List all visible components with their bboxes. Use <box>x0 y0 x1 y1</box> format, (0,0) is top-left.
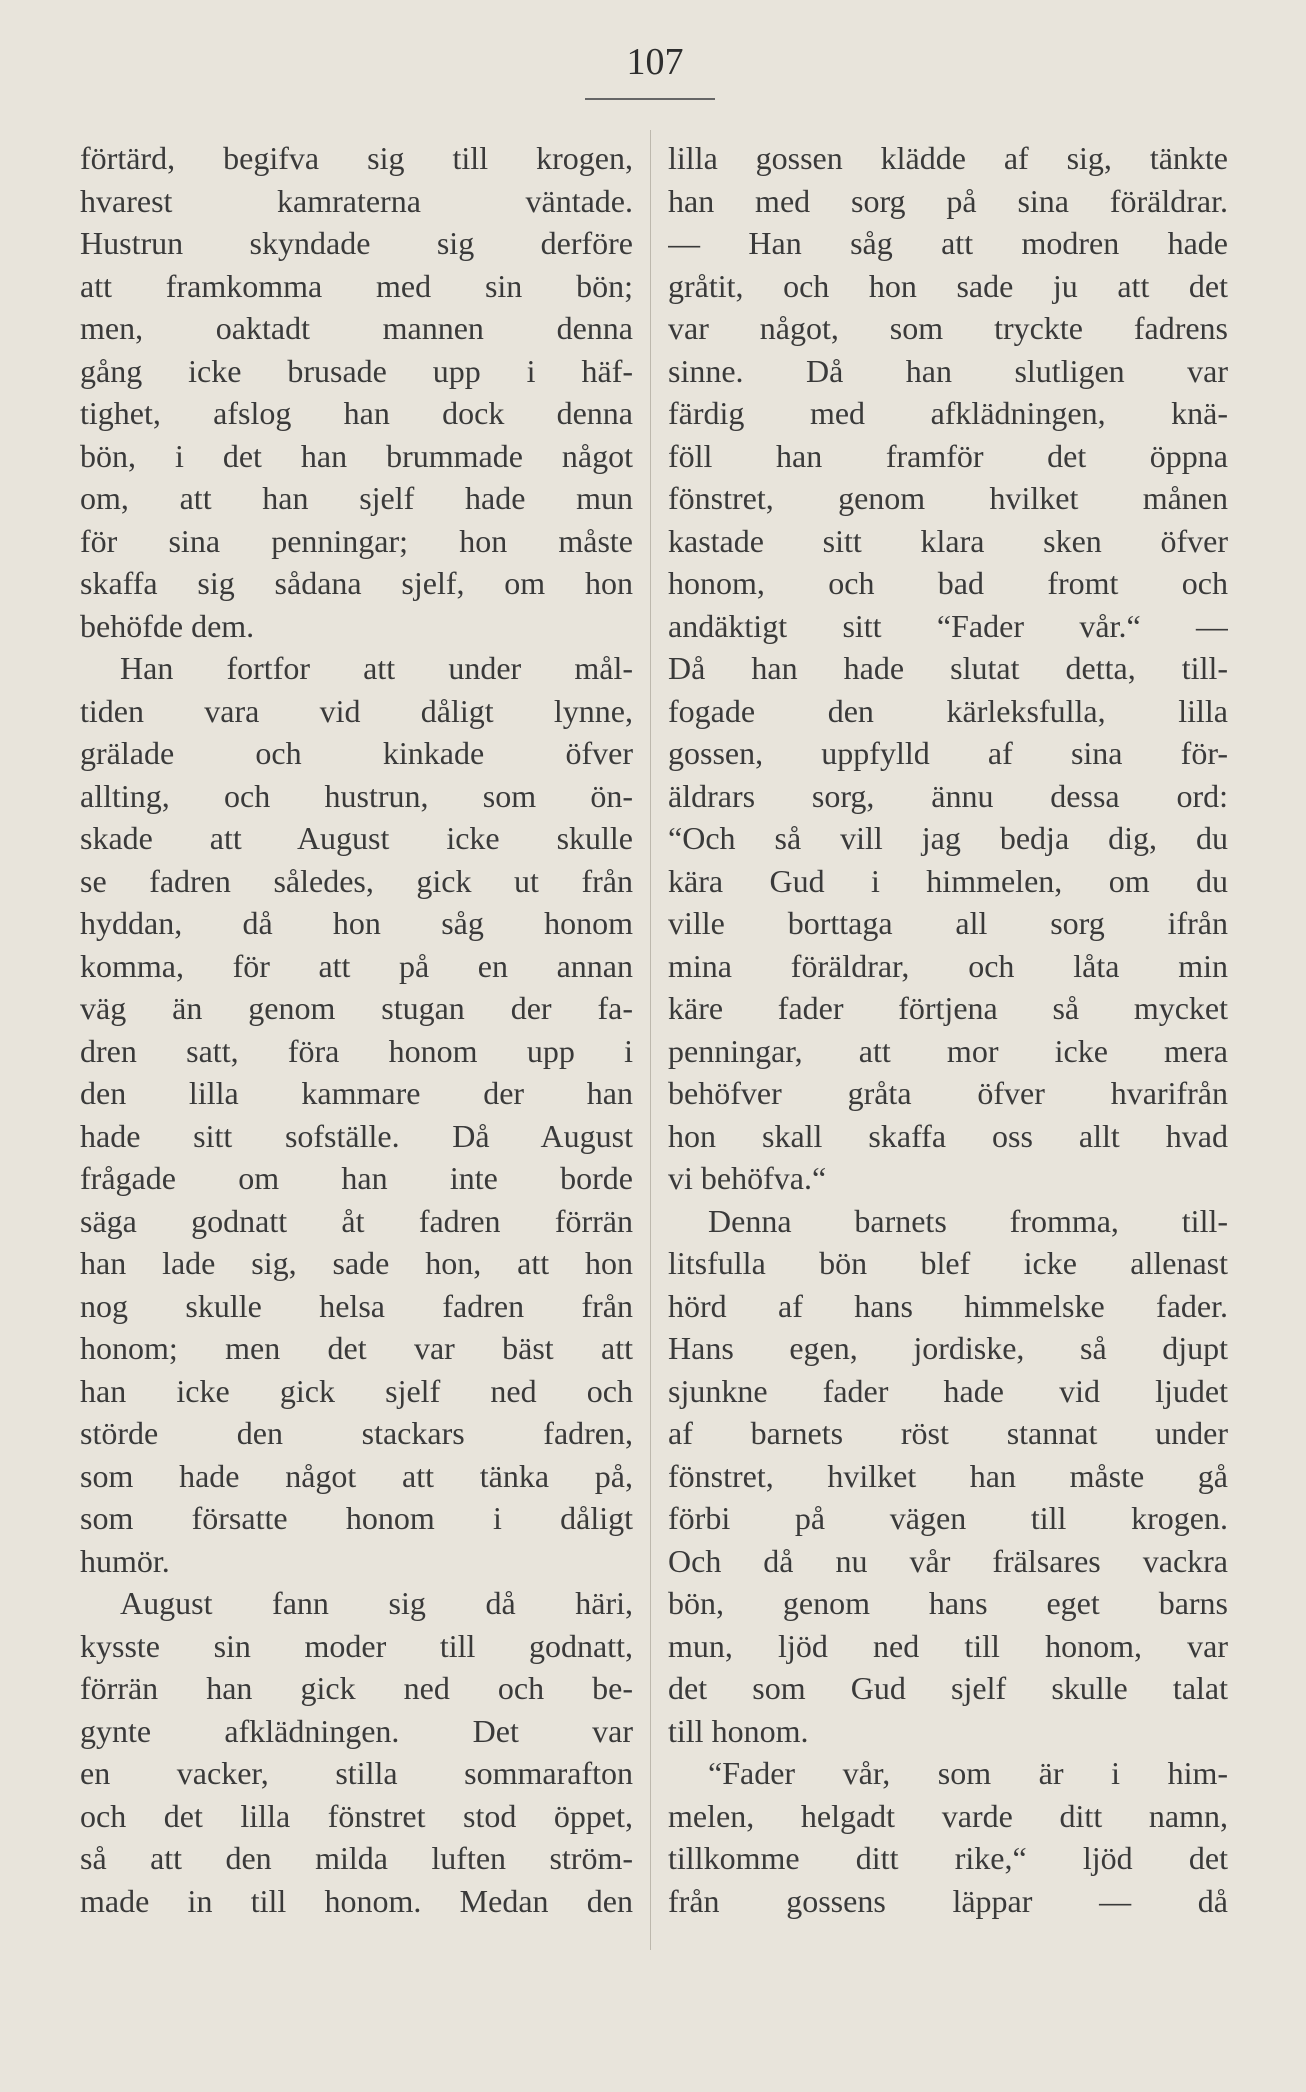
text-line: förtärd, begifva sig till krogen, <box>80 140 633 176</box>
text-line: färdig med afklädningen, knä- <box>668 395 1228 431</box>
text-line: men, oaktadt mannen denna <box>80 310 633 346</box>
text-line: gråtit, och hon sade ju att det <box>668 267 1228 304</box>
text-line: dren satt, föra honom upp i <box>80 1032 633 1069</box>
text-line: vi behöfva.“ <box>668 1160 827 1196</box>
text-line: grälade och kinkade öfver <box>80 735 633 771</box>
text-line: August fann sig då häri, <box>120 1585 633 1621</box>
left-column <box>80 137 633 1922</box>
text-line: bön, i det han brummade något <box>80 437 633 474</box>
text-line: äldrars sorg, ännu dessa ord: <box>668 777 1228 814</box>
text-line: han med sorg på sina föräldrar. <box>668 182 1228 219</box>
text-line: och det lilla fönstret stod öppet, <box>80 1797 633 1834</box>
text-line: det som Gud sjelf skulle talat <box>668 1670 1228 1706</box>
text-line: att framkomma med sin bön; <box>80 267 633 304</box>
text-line: säga godnatt åt fadren förrän <box>80 1202 633 1239</box>
text-line: skaffa sig sådana sjelf, om hon <box>80 565 633 601</box>
text-line: hvarest kamraterna väntade. <box>80 182 633 219</box>
text-line: skade att August icke skulle <box>80 820 633 856</box>
text-line: honom, och bad fromt och <box>668 565 1228 601</box>
text-line: hon skall skaffa oss allt hvad <box>668 1117 1228 1154</box>
text-line: som försatte honom i dåligt <box>80 1500 633 1536</box>
text-line: Då han hade slutat detta, till- <box>668 650 1228 686</box>
text-line: gång icke brusade upp i häf- <box>80 352 633 389</box>
text-line: komma, för att på en annan <box>80 947 633 984</box>
text-line: han lade sig, sade hon, att hon <box>80 1245 633 1281</box>
text-line: ville borttaga all sorg ifrån <box>668 905 1228 941</box>
text-line: kära Gud i himmelen, om du <box>668 862 1228 899</box>
text-line: sinne. Då han slutligen var <box>668 352 1228 389</box>
text-line: allting, och hustrun, som ön- <box>80 777 633 814</box>
text-line: tiden vara vid dåligt lynne, <box>80 692 633 729</box>
text-line: hörd af hans himmelske fader. <box>668 1287 1228 1324</box>
text-line: andäktigt sitt “Fader vår.“ — <box>668 607 1228 644</box>
text-line: föll han framför det öppna <box>668 437 1228 474</box>
text-line: made in till honom. Medan den <box>80 1882 633 1919</box>
text-line: gynte afklädningen. Det var <box>80 1712 633 1749</box>
text-line: fönstret, hvilket han måste gå <box>668 1457 1228 1494</box>
text-line: så att den milda luften ström- <box>80 1840 633 1876</box>
text-line: för sina penningar; hon måste <box>80 522 633 559</box>
text-line: litsfulla bön blef icke allenast <box>668 1245 1228 1281</box>
text-line: tillkomme ditt rike,“ ljöd det <box>668 1840 1228 1876</box>
text-line: hade sitt sofställe. Då August <box>80 1117 633 1154</box>
text-line: fogade den kärleksfulla, lilla <box>668 692 1228 729</box>
text-line: Han fortfor att under mål- <box>120 650 633 686</box>
column-divider <box>650 130 651 1950</box>
text-line: käre fader förtjena så mycket <box>668 990 1228 1026</box>
text-line: Denna barnets fromma, till- <box>708 1202 1228 1239</box>
text-line: var något, som tryckte fadrens <box>668 310 1228 346</box>
text-line: “Fader vår, som är i him- <box>708 1755 1228 1791</box>
text-line: humör. <box>80 1542 170 1579</box>
text-line: tighet, afslog han dock denna <box>80 395 633 431</box>
text-line: till honom. <box>668 1712 809 1749</box>
text-line: väg än genom stugan der fa- <box>80 990 633 1026</box>
text-line: fönstret, genom hvilket månen <box>668 480 1228 516</box>
text-line: mina föräldrar, och låta min <box>668 947 1228 984</box>
text-line: en vacker, stilla sommarafton <box>80 1755 633 1791</box>
text-line: mun, ljöd ned till honom, var <box>668 1627 1228 1664</box>
right-column <box>668 137 1228 1922</box>
text-line: förrän han gick ned och be- <box>80 1670 633 1706</box>
text-line: Hans egen, jordiske, så djupt <box>668 1330 1228 1366</box>
text-line: penningar, att mor icke mera <box>668 1032 1228 1069</box>
text-line: bön, genom hans eget barns <box>668 1585 1228 1621</box>
text-line: lilla gossen klädde af sig, tänkte <box>668 140 1228 176</box>
text-line: som hade något att tänka på, <box>80 1457 633 1494</box>
text-line: kastade sitt klara sken öfver <box>668 522 1228 559</box>
text-line: “Och så vill jag bedja dig, du <box>668 820 1228 856</box>
text-line: kysste sin moder till godnatt, <box>80 1627 633 1664</box>
text-line: honom; men det var bäst att <box>80 1330 633 1366</box>
text-line: förbi på vägen till krogen. <box>668 1500 1228 1536</box>
text-line: frågade om han inte borde <box>80 1160 633 1196</box>
text-line: störde den stackars fadren, <box>80 1415 633 1451</box>
header-rule <box>585 98 715 100</box>
text-line: — Han såg att modren hade <box>668 225 1228 261</box>
text-line: behöfde dem. <box>80 607 255 644</box>
text-line: se fadren således, gick ut från <box>80 862 633 899</box>
text-line: sjunkne fader hade vid ljudet <box>668 1372 1228 1409</box>
text-line: hyddan, då hon såg honom <box>80 905 633 941</box>
text-line: nog skulle helsa fadren från <box>80 1287 633 1324</box>
text-line: Och då nu vår frälsares vackra <box>668 1542 1228 1579</box>
text-line: han icke gick sjelf ned och <box>80 1372 633 1409</box>
page-number: 107 <box>626 41 684 83</box>
text-line: Hustrun skyndade sig derföre <box>80 225 633 261</box>
text-line: gossen, uppfylld af sina för- <box>668 735 1228 771</box>
text-line: melen, helgadt varde ditt namn, <box>668 1797 1228 1834</box>
text-line: om, att han sjelf hade mun <box>80 480 633 516</box>
text-line: behöfver gråta öfver hvarifrån <box>668 1075 1228 1111</box>
text-line: den lilla kammare der han <box>80 1075 633 1111</box>
text-line: från gossens läppar — då <box>668 1882 1228 1919</box>
text-line: af barnets röst stannat under <box>668 1415 1228 1451</box>
